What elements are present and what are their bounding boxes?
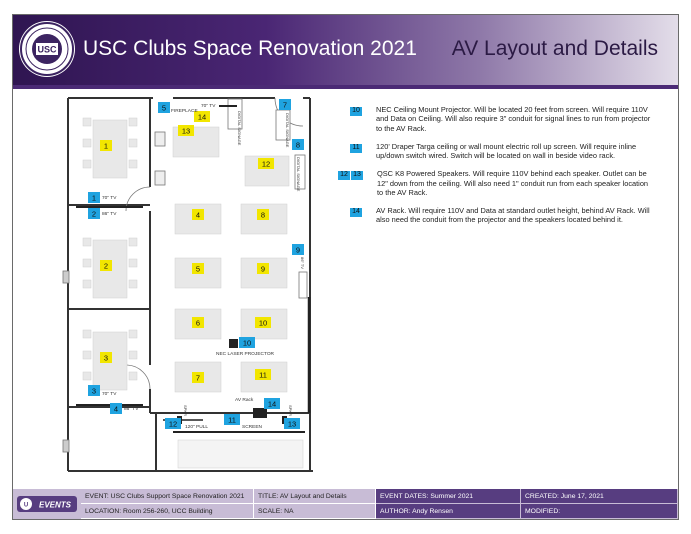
logo-text: USC <box>37 44 57 55</box>
av-tag-14: 14 <box>267 399 277 409</box>
tv-label-2: 86" TV <box>102 212 117 217</box>
av-rack-label: AV Rack <box>235 398 254 403</box>
tv-label-5: 70" TV <box>201 104 216 109</box>
av-tag-13: 13 <box>287 419 297 429</box>
signage-label-a: DIGITAL SIGNAGE <box>237 111 242 146</box>
footer-title: TITLE: AV Layout and Details <box>254 489 376 504</box>
table-tag-12: 12 <box>261 159 271 169</box>
table-tag-9: 9 <box>260 264 266 274</box>
note-speakers <box>340 169 655 197</box>
table-tag-5: 5 <box>195 264 201 274</box>
events-logo <box>13 489 81 519</box>
footer-created: CREATED: June 17, 2021 <box>521 489 678 504</box>
footer-scale: SCALE: NA <box>254 504 376 519</box>
note-text: QSC K8 Powered Speakers. Will require 110V behind each speaker. Outlet can be 12" down from the ceiling. Will also need 1" conduit run from each speaker location to the AV Rack. <box>377 169 649 197</box>
av-tag-1: 1 <box>91 193 97 203</box>
table-tag-1: 1 <box>103 141 109 151</box>
note-screen <box>350 142 655 161</box>
note-tag: 10 <box>350 107 362 116</box>
footer-location: LOCATION: Room 256-260, UCC Building <box>81 504 254 519</box>
svg-text:U: U <box>23 502 29 509</box>
note-projector <box>350 105 655 133</box>
av-tag-10: 10 <box>242 338 252 348</box>
tv-label-9: 86" TV <box>300 257 305 270</box>
note-tag: 13 <box>351 171 363 180</box>
page-title: USC Clubs Space Renovation 2021 <box>83 37 417 60</box>
note-av-rack <box>350 206 655 225</box>
events-logo-text: EVENTS <box>38 500 72 510</box>
table-tag-3: 3 <box>103 353 109 363</box>
title-block <box>13 489 678 519</box>
signage-label-b: DIGITAL SIGNAGE <box>285 113 290 148</box>
signage-label-c: DIGITAL SIGNAGE <box>296 157 301 192</box>
furniture <box>83 118 303 468</box>
projector-label: NEC LASER PROJECTOR <box>216 352 275 357</box>
tv-label-3: 70" TV <box>102 392 117 397</box>
tv-label-4: 86" TV <box>124 407 139 412</box>
layout-sheet <box>12 14 679 520</box>
av-tag-3: 3 <box>91 386 97 396</box>
footer-event: EVENT: USC Clubs Support Space Renovation 2021 <box>81 489 254 504</box>
note-tag: 14 <box>350 208 362 217</box>
note-text: NEC Ceiling Mount Projector. Will be located 20 feet from screen. Will require 110V and Data on Ceiling. Will also require 3" conduit for signal lines to run from projector to the AV Rack. <box>376 105 651 133</box>
note-text: 120' Draper Targa ceiling or wall mount electric roll up screen. Will require inline up/down switch wired. Switch will be located on wall in beside video rack. <box>376 141 637 160</box>
note-text: AV Rack. Will require 110V and Data at standard outlet height, behind AV Rack. Will also need the conduit from the projector and the speakers located behind it. <box>376 206 650 225</box>
table-tag-11: 11 <box>259 370 267 380</box>
av-tag-12: 12 <box>168 419 178 429</box>
screen-label-a: 120" PULL <box>185 425 209 430</box>
table-tag-4: 4 <box>195 210 201 220</box>
table-tag-8: 8 <box>260 210 266 220</box>
floor-plan <box>13 15 678 485</box>
page-subtitle: AV Layout and Details <box>451 37 658 60</box>
tv-label-1: 70" TV <box>102 196 117 201</box>
fireplace-label: FIREPLACE <box>171 109 198 114</box>
note-tag: 12 <box>338 171 350 180</box>
footer-dates: EVENT DATES: Summer 2021 <box>376 489 521 504</box>
table-tag-2: 2 <box>103 261 109 271</box>
notes-panel <box>340 105 655 234</box>
footer-modified: MODIFIED: <box>521 504 678 519</box>
av-tag-4: 4 <box>113 404 119 414</box>
table-tag-13: 13 <box>181 126 191 136</box>
note-tag: 11 <box>350 144 362 153</box>
speaker-label-b: SPKR <box>288 405 293 416</box>
footer-author: AUTHOR: Andy Rensen <box>376 504 521 519</box>
table-tag-10: 10 <box>258 318 268 328</box>
av-tag-9: 9 <box>295 245 301 255</box>
projector-icon <box>229 339 238 348</box>
av-tag-8: 8 <box>295 140 301 150</box>
table-tag-6: 6 <box>195 318 201 328</box>
table-tag-14: 14 <box>197 112 207 122</box>
av-tag-2: 2 <box>91 209 97 219</box>
table-tag-7: 7 <box>195 373 201 383</box>
screen-label-b: SCREEN <box>242 425 262 430</box>
av-tag-7: 7 <box>282 100 288 110</box>
av-tag-5: 5 <box>161 103 167 113</box>
av-rack-icon <box>253 408 267 418</box>
speaker-label-a: SPKR <box>183 405 188 416</box>
av-tag-11: 11 <box>228 415 236 425</box>
